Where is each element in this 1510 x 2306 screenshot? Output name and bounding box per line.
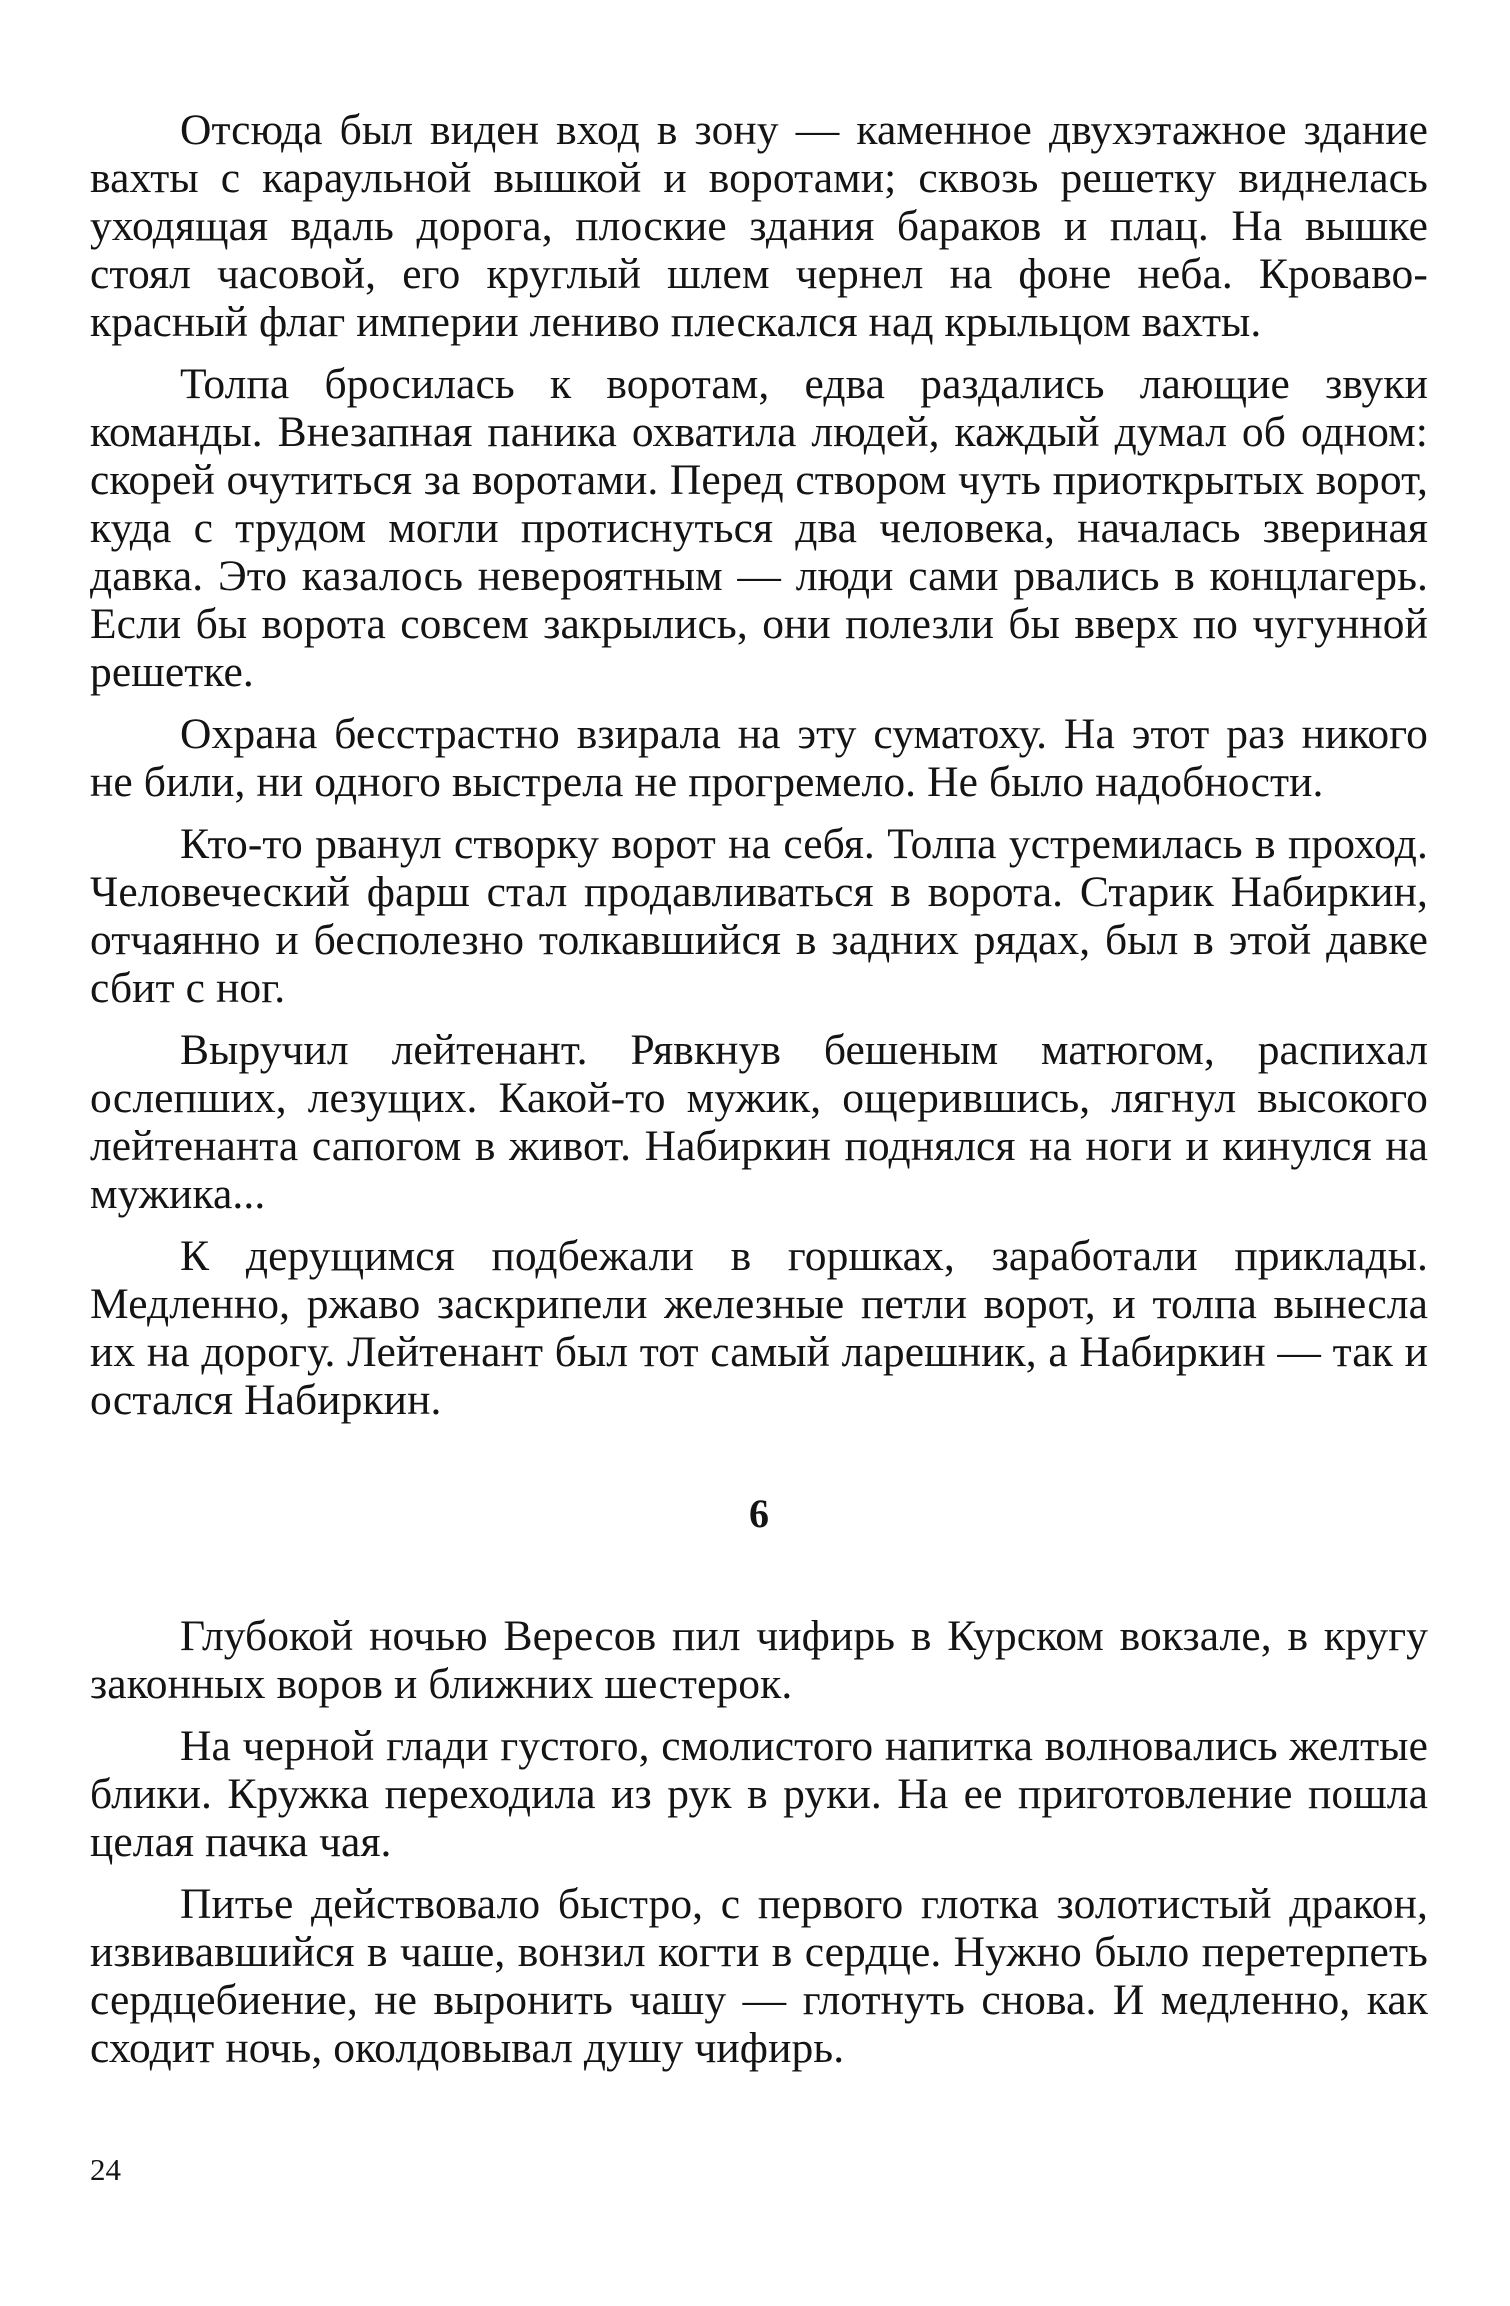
paragraph: Отсюда был виден вход в зону — каменное двухэтажное здание вахты с караульной вышкой и воротами; сквозь решетку виднелась уходящая вдаль дорога, плоские здания бараков и плац. На вышке стоял часовой, его круглый шлем чернел на фоне неба. Кроваво-красный флаг империи лениво плескался над крыльцом вахты.	[90, 106, 1428, 346]
paragraph: На черной глади густого, смолистого напитка волновались желтые блики. Кружка переходила из рук в руки. На ее приготовление пошла целая пачка чая.	[90, 1722, 1428, 1866]
paragraph: Глубокой ночью Вересов пил чифирь в Курском вокзале, в кругу законных воров и ближних шестерок.	[90, 1612, 1428, 1708]
paragraph: К дерущимся подбежали в горшках, заработали приклады. Медленно, ржаво заскрипели железные петли ворот, и толпа вынесла их на дорогу. Лейтенант был тот самый ларешник, а Набиркин — так и остался Набиркин.	[90, 1232, 1428, 1424]
page-number: 24	[90, 2152, 121, 2187]
paragraph: Выручил лейтенант. Рявкнув бешеным матюгом, распихал ослепших, лезущих. Какой-то мужик, ощерившись, лягнул высокого лейтенанта сапогом в живот. Набиркин поднялся на ноги и кинулся на мужика...	[90, 1026, 1428, 1218]
paragraph: Питье действовало быстро, с первого глотка золотистый дракон, извивавшийся в чаше, вонзил когти в сердце. Нужно было перетерпеть сердцебиение, не выронить чашу — глотнуть снова. И медленно, как сходит ночь, околдовывал душу чифирь.	[90, 1880, 1428, 2072]
page-body	[90, 106, 1428, 2086]
chapter-heading: 6	[749, 1491, 769, 1536]
paragraph: Охрана бесстрастно взирала на эту суматоху. На этот раз никого не били, ни одного выстрела не прогремело. Не было надобности.	[90, 710, 1428, 806]
paragraph: Толпа бросилась к воротам, едва раздались лающие звуки команды. Внезапная паника охватила людей, каждый думал об одном: скорей очутиться за воротами. Перед створом чуть приоткрытых ворот, куда с трудом могли протиснуться два человека, началась звериная давка. Это казалось невероятным — люди сами рвались в концлагерь. Если бы ворота совсем закрылись, они полезли бы вверх по чугунной решетке.	[90, 360, 1428, 696]
paragraph: Кто-то рванул створку ворот на себя. Толпа устремилась в проход. Человеческий фарш стал продавливаться в ворота. Старик Набиркин, отчаянно и бесполезно толкавшийся в задних рядах, был в этой давке сбит с ног.	[90, 820, 1428, 1012]
